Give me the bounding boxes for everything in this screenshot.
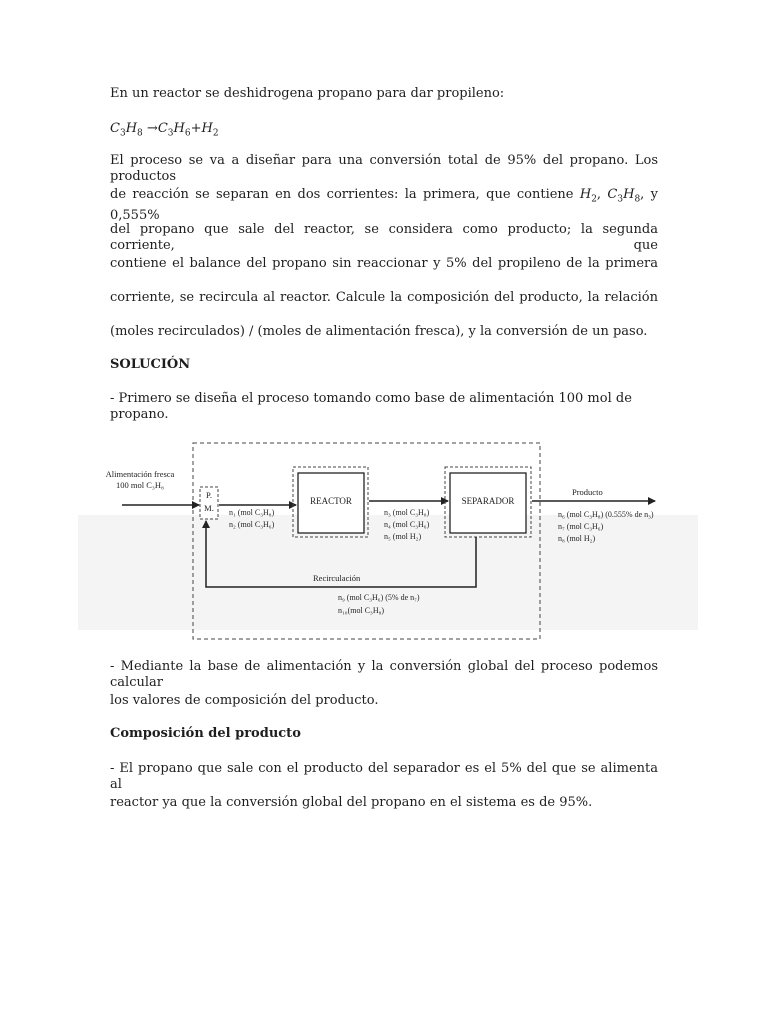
problem-line-5: corriente, se recircula al reactor. Calcule la composición del producto, la relación [110, 290, 658, 305]
product-label: Producto [572, 487, 603, 497]
feed-label-2: 100 mol C₃H₈ [116, 480, 164, 490]
after-diagram-line-2: los valores de composición del producto. [110, 693, 379, 708]
problem-line-2: de reacción se separan en dos corrientes: la primera, que contiene $H_2$, $C_3H_8$, y 0,555% [110, 187, 658, 223]
stream-n6: n₆ (mol C₃H₈) (0.555% de n₃) [558, 510, 654, 519]
problem-line-4: contiene el balance del propano sin reaccionar y 5% del propileno de la primera [110, 256, 658, 271]
stream-n2: n₂ (mol C₃H₆) [229, 520, 275, 529]
after-diagram-line-1: - Mediante la base de alimentación y la conversión global del proceso podemos calcular [110, 659, 658, 690]
problem-line-6: (moles recirculados) / (moles de alimentación fresca), y la conversión de un paso. [110, 324, 648, 339]
reaction-equation: $C_3H_8 \to C_3H_6+H_2$ [110, 121, 219, 139]
product-composition-heading: Composición del producto [110, 726, 301, 741]
problem-line-3: del propano que sale del reactor, se considera como producto; la segunda corriente, que [110, 222, 658, 253]
process-flow-diagram [0, 425, 768, 645]
separator-label: SEPARADOR [461, 496, 515, 506]
stream-n9: n₉ (mol C₃H₆) (5% de n₇) [338, 593, 420, 602]
intro-text: En un reactor se deshidrogena propano para dar propileno: [110, 86, 505, 101]
paragraph-line-2: reactor ya que la conversión global del propano en el sistema es de 95%. [110, 795, 593, 810]
recycle-label: Recirculación [313, 573, 361, 583]
stream-n4: n₄ (mol C₃H₆) [384, 520, 430, 529]
stream-n10: n₁₀(mol C₃H₈) [338, 606, 385, 615]
stream-n3: n₃ (mol C₃H₈) [384, 508, 430, 517]
mixing-point-label-m: M. [204, 503, 214, 513]
stream-n1: n₁ (mol C₃H₈) [229, 508, 275, 517]
mixing-point-label-p: P. [206, 490, 212, 500]
problem-line-1: El proceso se va a diseñar para una conversión total de 95% del propano. Los productos [110, 153, 658, 184]
solution-text: - Primero se diseña el proceso tomando como base de alimentación 100 mol de propano. [110, 391, 632, 422]
stream-n8: n₈ (mol H₂) [558, 534, 596, 543]
stream-n5: n₅ (mol H₂) [384, 532, 422, 541]
paragraph-line-1: - El propano que sale con el producto del separador es el 5% del que se alimenta al [110, 761, 658, 792]
stream-n7: n₇ (mol C₃H₆) [558, 522, 604, 531]
feed-label-1: Alimentación fresca [105, 469, 175, 479]
solution-heading: SOLUCIÓN [110, 357, 191, 372]
reactor-label: REACTOR [310, 496, 352, 506]
